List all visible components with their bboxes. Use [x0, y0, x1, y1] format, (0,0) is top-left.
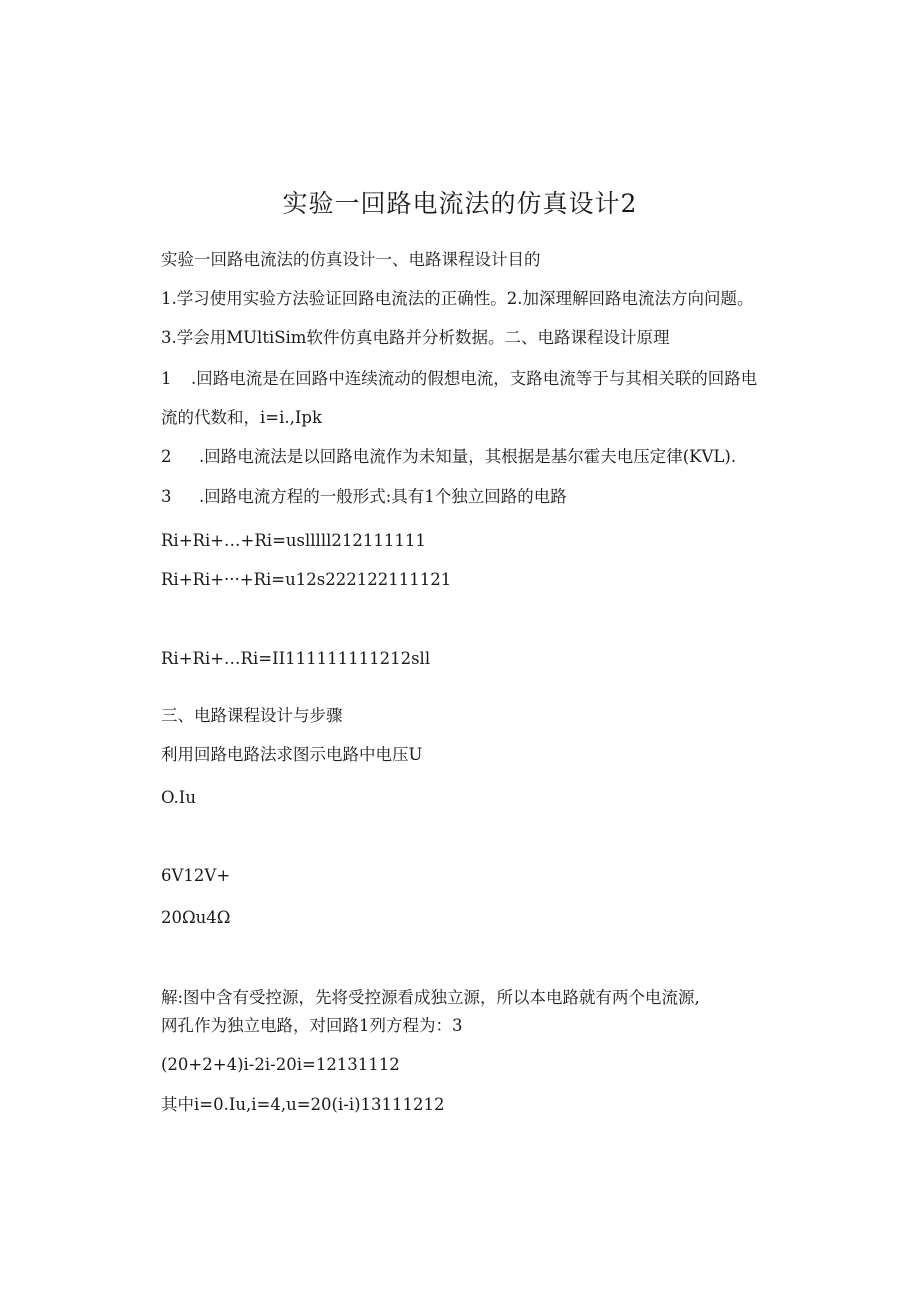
- principle-text: .回路电流法是以回路电流作为未知量，其根据是基尔霍夫电压定律(KVL).: [199, 447, 737, 466]
- solution-equation-2: 其中i=0.Iu,i=4,u=20(i-i)13111212: [161, 1095, 445, 1114]
- principle-number: 1: [161, 369, 172, 388]
- solution-equation-1: (20+2+4)i-2i-20i=12131112: [161, 1055, 400, 1074]
- task-statement: 利用回路电路法求图示电路中电压U: [161, 745, 423, 764]
- equation-1: Ri+Ri+…+Ri=uslllll212111111: [161, 531, 426, 550]
- principle-item-1-continuation: 流的代数和，i=i.,Ipk: [161, 408, 322, 427]
- objective-paragraph: 1.学习使用实验方法验证回路电流法的正确性。2.加深理解回路电流法方向问题。: [161, 289, 754, 308]
- objective-paragraph-2: 3.学会用MUltiSim软件仿真电路并分析数据。二、电路课程设计原理: [161, 328, 670, 347]
- solution-line-2: 网孔作为独立电路，对回路1列方程为：3: [161, 1016, 463, 1035]
- circuit-label-2: 6V12V+: [161, 866, 231, 885]
- intro-paragraph: 实验一回路电流法的仿真设计一、电路课程设计目的: [161, 250, 541, 269]
- equation-3: Ri+Ri+…Ri=II111111111212sll: [161, 649, 431, 668]
- principle-text: .回路电流是在回路中连续流动的假想电流，支路电流等于与其相关联的回路电: [191, 369, 758, 388]
- principle-number: 2: [161, 447, 172, 466]
- principle-text: .回路电流方程的一般形式:具有1个独立回路的电路: [199, 487, 567, 506]
- principle-item-2: [161, 445, 736, 469]
- circuit-label-3: 20Ωu4Ω: [161, 908, 231, 927]
- solution-line-1: 解:图中含有受控源，先将受控源看成独立源，所以本电路就有两个电流源,: [161, 988, 700, 1007]
- equation-2: Ri+Ri+···+Ri=u12s222122111121: [161, 570, 452, 589]
- circuit-label-1: O.Iu: [161, 788, 196, 807]
- principle-number: 3: [161, 487, 172, 506]
- principle-item-3: [161, 485, 567, 509]
- section-3-heading: 三、电路课程设计与步骤: [161, 706, 343, 725]
- principle-item-1: [161, 367, 757, 391]
- document-title: 实验一回路电流法的仿真设计2: [282, 189, 638, 218]
